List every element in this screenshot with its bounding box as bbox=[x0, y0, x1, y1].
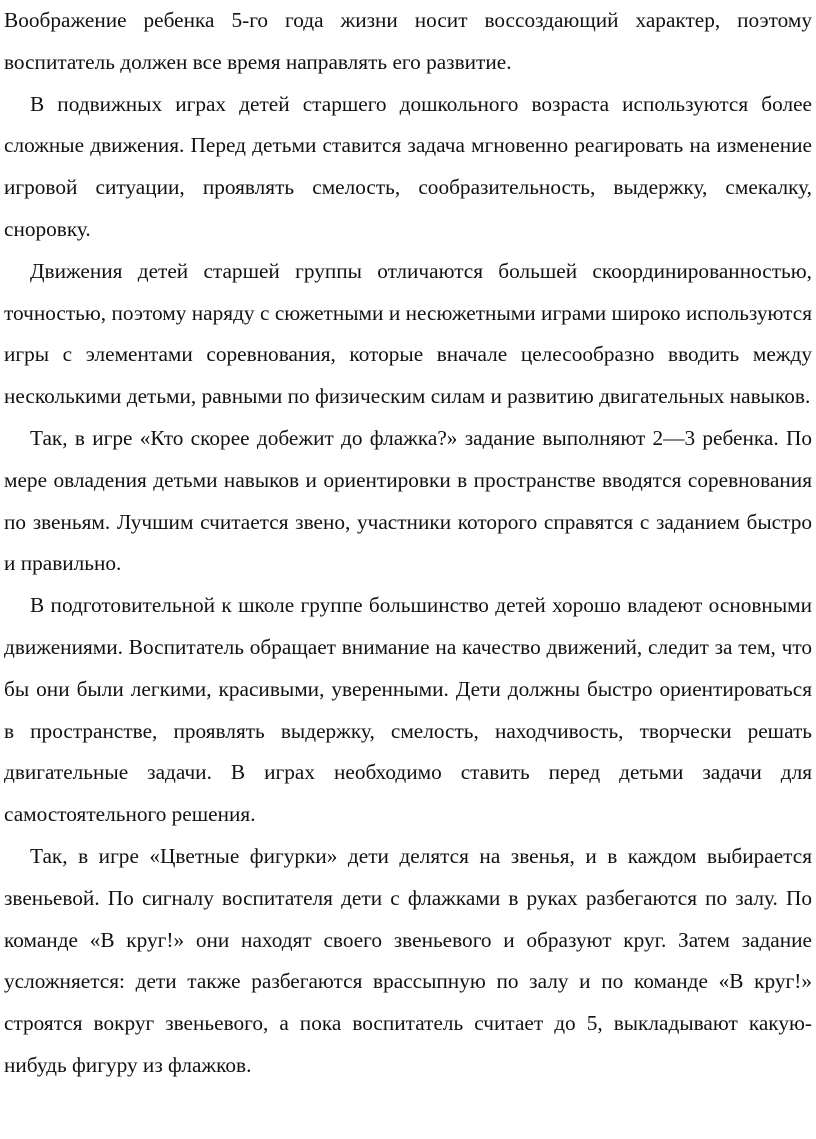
paragraph-flag-game: Так, в игре «Кто скорее добежит до флажка?» задание выполняют 2—3 ребенка. По мере овладения детьми навыков и ориентировки в пространстве вводятся соревнования по звеньям. Лучшим считается звено, участники которого справятся с заданием быстро и правильно. bbox=[4, 425, 812, 576]
paragraph-senior-group: Движения детей старшей группы отличаются большей скоординированностью, точностью, поэтому наряду с сюжетными и несюжетными играми широко используются игры с элементами соревнования, которые вначале целесообразно вводить между несколькими детьми, равными по физическим силам и развитию двигательных навыков. bbox=[4, 258, 812, 409]
document-page bbox=[4, 0, 812, 1087]
paragraph-colored-figures-game: Так, в игре «Цветные фигурки» дети делятся на звенья, и в каждом выбирается звеньевой. По сигналу воспитателя дети с флажками в руках разбегаются по залу. По команде «В круг!» они находят своего звеньевого и образуют круг. Затем задание усложняется: дети также разбегаются врассыпную по залу и по команде «В круг!» строятся вокруг звеньевого, а пока воспитатель считает до 5, выкладывают какую-нибудь фигуру из флажков. bbox=[4, 843, 812, 1077]
paragraph-preparatory-group: В подготовительной к школе группе большинство детей хорошо владеют основными движениями. Воспитатель обращает внимание на качество движений, следит за тем, что бы они были легкими, красивыми, уверенными. Дети должны быстро ориентироваться в пространстве, проявлять выдержку, смелость, находчивость, творчески решать двигательные задачи. В играх необходимо ставить перед детьми задачи для самостоятельного решения. bbox=[4, 593, 812, 827]
paragraph-complex-movements: В подвижных играх детей старшего дошкольного возраста используются более сложные движения. Перед детьми ставится задача мгновенно реагировать на изменение игровой ситуации, проявлять смелость, сообразительность, выдержку, смекалку, сноровку. bbox=[4, 91, 812, 241]
paragraph-imagination: Воображение ребенка 5-го года жизни носит воссоздающий характер, поэтому воспитатель должен все время направлять его развитие. bbox=[4, 8, 812, 74]
